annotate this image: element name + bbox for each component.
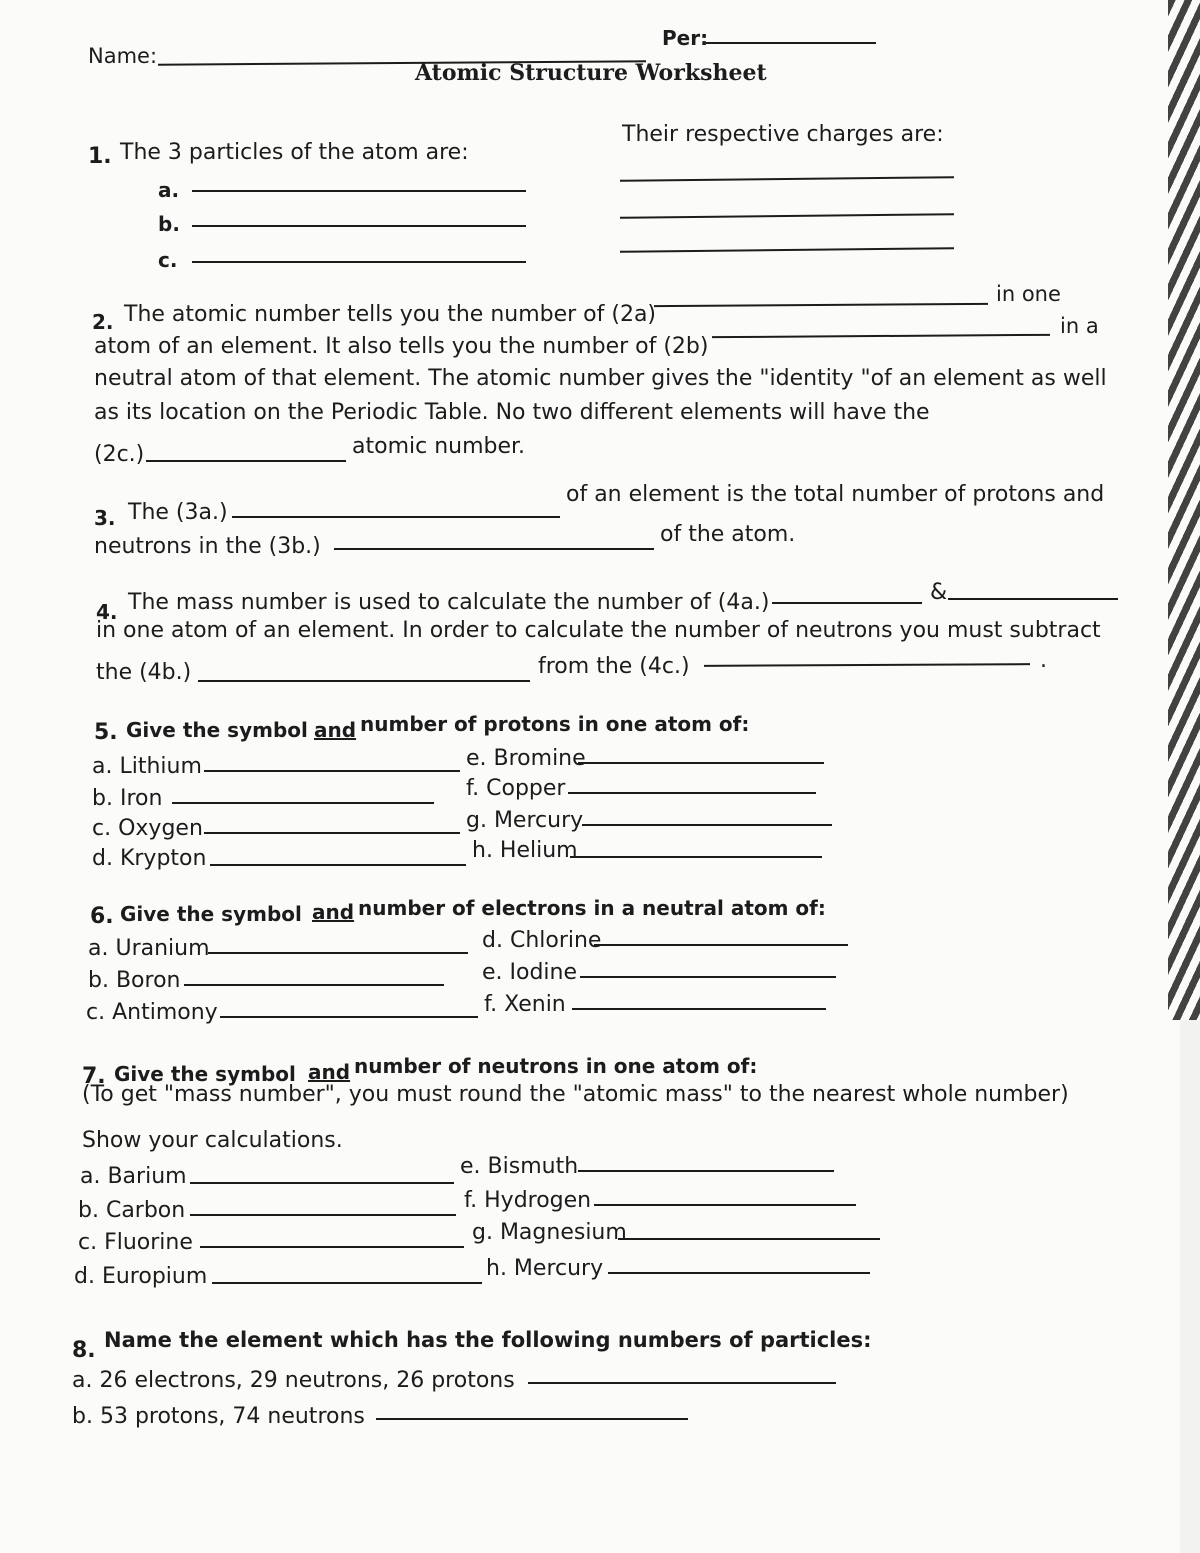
q6b-blank[interactable]: [184, 984, 444, 986]
q2-line5-prefix: (2c.): [94, 442, 145, 467]
q2-line3: neutral atom of that element. The atomic number gives the "identity "of an element as well: [94, 366, 1107, 391]
q6-prompt-and: and: [312, 900, 355, 924]
q7d-blank[interactable]: [212, 1282, 482, 1284]
q4-line3-mid: from the (4c.): [538, 654, 690, 679]
q1-particle-b-blank[interactable]: [192, 225, 526, 227]
q6a-blank[interactable]: [208, 952, 468, 954]
q3-line2-prefix: neutrons in the (3b.): [94, 534, 321, 559]
q7-note-calculations: Show your calculations.: [82, 1128, 343, 1153]
q5-item-b: b. Iron: [92, 786, 163, 811]
q2-number: 2.: [92, 310, 114, 334]
q4-ampersand: &: [930, 580, 948, 605]
q5-item-d: d. Krypton: [92, 846, 207, 871]
q5a-blank[interactable]: [204, 770, 460, 772]
scan-border-shadow: [1180, 1020, 1200, 1553]
q7g-blank[interactable]: [618, 1238, 880, 1240]
q7-item-h: h. Mercury: [486, 1256, 604, 1281]
q2b-blank[interactable]: [712, 334, 1050, 338]
q5-item-g: g. Mercury: [466, 808, 584, 833]
q5-prompt-b: number of protons in one atom of:: [360, 712, 750, 736]
q5d-blank[interactable]: [210, 864, 466, 866]
q2-in-a: in a: [1060, 314, 1099, 338]
q1-item-b: b.: [158, 212, 180, 236]
worksheet-title: Atomic Structure Worksheet: [415, 60, 767, 86]
q5f-blank[interactable]: [568, 792, 816, 794]
q7-item-f: f. Hydrogen: [464, 1188, 592, 1213]
q7-note-rounding: (To get "mass number", you must round the "atomic mass" to the nearest whole number): [82, 1082, 1069, 1107]
q7e-blank[interactable]: [578, 1170, 834, 1172]
q1-particle-a-blank[interactable]: [192, 190, 526, 192]
q6-item-d: d. Chlorine: [482, 928, 602, 953]
q7b-blank[interactable]: [190, 1214, 456, 1216]
q6-prompt-b: number of electrons in a neutral atom of:: [358, 896, 826, 920]
q7a-blank[interactable]: [190, 1182, 454, 1184]
q3-line1-suffix: of an element is the total number of protons and: [566, 482, 1105, 507]
q8-prompt: Name the element which has the following numbers of particles:: [104, 1328, 872, 1352]
q4-number: 4.: [96, 600, 118, 624]
q4a-second-blank[interactable]: [948, 598, 1118, 600]
q5-number: 5.: [94, 720, 118, 745]
q5-item-c: c. Oxygen: [92, 816, 203, 841]
q2-line1: The atomic number tells you the number of (2a): [124, 302, 657, 327]
q4c-blank[interactable]: [704, 663, 1030, 667]
q8-item-a: a. 26 electrons, 29 neutrons, 26 protons: [72, 1368, 515, 1393]
q6-number: 6.: [90, 904, 114, 929]
q5b-blank[interactable]: [172, 802, 434, 804]
q1-item-c: c.: [158, 248, 178, 272]
q6-prompt-a: Give the symbol: [120, 902, 302, 926]
q7f-blank[interactable]: [594, 1204, 856, 1206]
q4a-first-blank[interactable]: [772, 602, 922, 604]
q3-line2-suffix: of the atom.: [660, 522, 796, 547]
q4-line3-end: .: [1040, 648, 1047, 673]
q6e-blank[interactable]: [580, 976, 836, 978]
q8-number: 8.: [72, 1338, 96, 1363]
q5-item-f: f. Copper: [466, 776, 566, 801]
q7-item-d: d. Europium: [74, 1264, 208, 1289]
q6c-blank[interactable]: [220, 1016, 478, 1018]
q2-in-one: in one: [996, 282, 1061, 306]
q1-item-a: a.: [158, 178, 180, 202]
q5-item-a: a. Lithium: [92, 754, 202, 779]
q7-prompt-a: Give the symbol: [114, 1062, 296, 1086]
q2-line4: as its location on the Periodic Table. No two different elements will have the: [94, 400, 930, 425]
q6d-blank[interactable]: [594, 944, 848, 946]
q1-prompt: The 3 particles of the atom are:: [120, 140, 469, 165]
q1-charge-a-blank[interactable]: [620, 176, 954, 181]
q2-line5-suffix: atomic number.: [352, 434, 526, 459]
q2a-blank[interactable]: [654, 303, 988, 307]
q7c-blank[interactable]: [200, 1246, 464, 1248]
scan-border-artifact: [1168, 0, 1200, 1020]
period-blank[interactable]: [706, 42, 876, 44]
q6-item-a: a. Uranium: [88, 936, 210, 961]
q5-item-h: h. Helium: [472, 838, 578, 863]
q7h-blank[interactable]: [608, 1272, 870, 1274]
q6-item-b: b. Boron: [88, 968, 181, 993]
q5-prompt-and: and: [314, 718, 357, 742]
q3-number: 3.: [94, 506, 116, 530]
q5g-blank[interactable]: [582, 824, 832, 826]
q7-item-e: e. Bismuth: [460, 1154, 579, 1179]
q4b-blank[interactable]: [198, 680, 530, 682]
q8-item-b: b. 53 protons, 74 neutrons: [72, 1404, 365, 1429]
per-label: Per:: [662, 26, 709, 50]
q5h-blank[interactable]: [570, 856, 822, 858]
q6-item-e: e. Iodine: [482, 960, 578, 985]
q1-particle-c-blank[interactable]: [192, 261, 526, 263]
q1-charge-c-blank[interactable]: [620, 247, 954, 252]
q6f-blank[interactable]: [572, 1008, 826, 1010]
q1-charge-b-blank[interactable]: [620, 213, 954, 218]
q8b-blank[interactable]: [376, 1418, 688, 1420]
q6-item-c: c. Antimony: [86, 1000, 218, 1025]
q3a-blank[interactable]: [232, 516, 560, 518]
q7-item-a: a. Barium: [80, 1164, 187, 1189]
q2c-blank[interactable]: [146, 460, 346, 462]
q4-line1-prefix: The mass number is used to calculate the number of (4a.): [128, 590, 770, 615]
q8a-blank[interactable]: [528, 1382, 836, 1384]
q7-number: 7.: [82, 1064, 106, 1089]
q5-item-e: e. Bromine: [466, 746, 586, 771]
q7-item-g: g. Magnesium: [472, 1220, 627, 1245]
q3b-blank[interactable]: [334, 548, 654, 550]
q7-item-c: c. Fluorine: [78, 1230, 193, 1255]
q7-item-b: b. Carbon: [78, 1198, 186, 1223]
q7-prompt-b: number of neutrons in one atom of:: [354, 1054, 758, 1078]
q1-number: 1.: [88, 144, 112, 169]
q3-line1-prefix: The (3a.): [128, 500, 228, 525]
q5e-blank[interactable]: [578, 762, 824, 764]
q4-line3-prefix: the (4b.): [96, 660, 192, 685]
q7-prompt-and: and: [308, 1060, 351, 1084]
q5c-blank[interactable]: [204, 832, 460, 834]
q5-prompt-a: Give the symbol: [126, 718, 308, 742]
q1-charges-prompt: Their respective charges are:: [622, 122, 944, 147]
name-label: Name:: [88, 44, 158, 68]
q2-line2: atom of an element. It also tells you the number of (2b): [94, 334, 709, 359]
q6-item-f: f. Xenin: [484, 992, 566, 1017]
q4-line2: in one atom of an element. In order to calculate the number of neutrons you must subtract: [96, 618, 1101, 643]
